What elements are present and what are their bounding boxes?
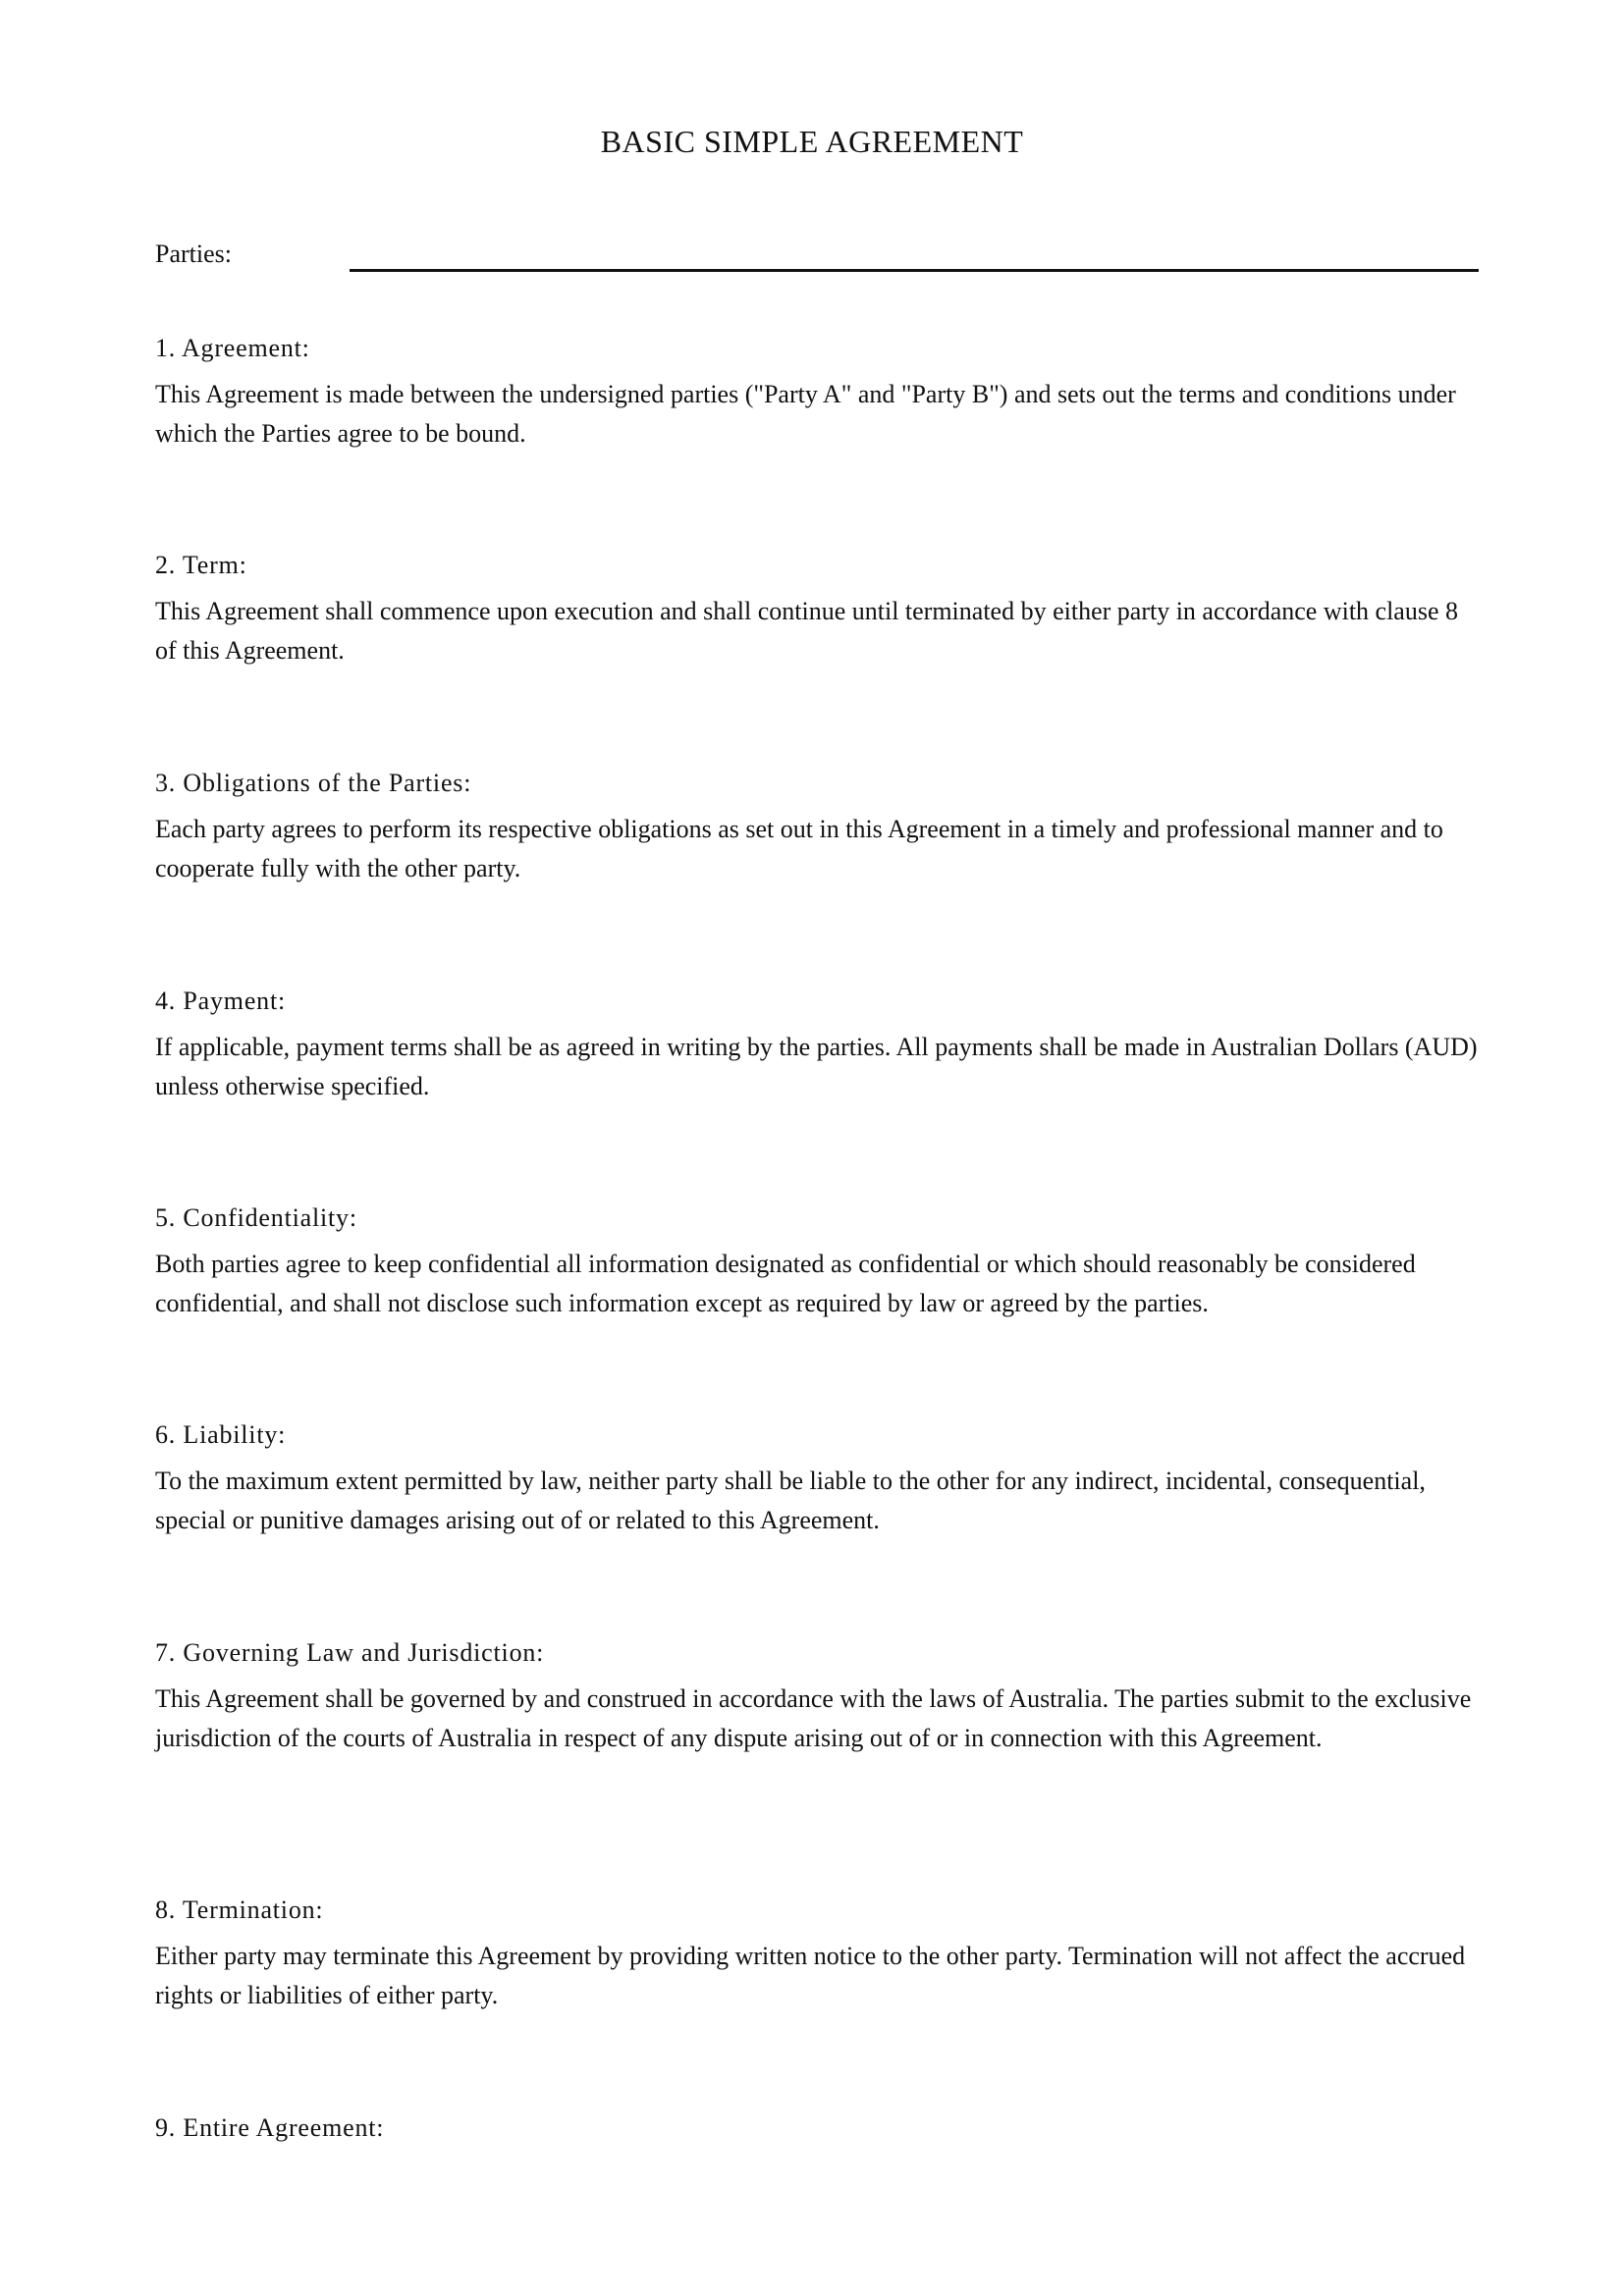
- section-body: Each party agrees to perform its respective obligations as set out in this Agreement in a timely and professional manner and to cooperate fully with the other party.: [155, 815, 1443, 882]
- section-entire-agreement: [155, 2111, 1481, 2145]
- section-term: [155, 549, 1481, 670]
- section-heading: 5. Confidentiality:: [155, 1203, 357, 1232]
- section-body: This Agreement is made between the undersigned parties ("Party A" and "Party B") and sets out the terms and conditions under which the Parties agree to be bound.: [155, 380, 1456, 448]
- section-body: This Agreement shall be governed by and construed in accordance with the laws of Australia. The parties submit to the exclusive jurisdiction of the courts of Australia in respect of any dispute arising out of or in connection with this Agreement.: [155, 1684, 1472, 1752]
- section-heading: 2. Term:: [155, 551, 247, 579]
- section-body: If applicable, payment terms shall be as agreed in writing by the parties. All payments shall be made in Australian Dollars (AUD) unless otherwise specified.: [155, 1033, 1478, 1100]
- parties-signature-line: [350, 269, 1479, 272]
- section-body: To the maximum extent permitted by law, neither party shall be liable to the other for any indirect, incidental, consequential, special or punitive damages arising out of or related to this Agreement.: [155, 1467, 1426, 1534]
- section-payment: [155, 985, 1481, 1106]
- section-body: This Agreement shall commence upon execution and shall continue until terminated by either party in accordance with clause 8 of this Agreement.: [155, 597, 1459, 665]
- section-heading: 4. Payment:: [155, 987, 287, 1015]
- section-heading: 7. Governing Law and Jurisdiction:: [155, 1638, 545, 1667]
- section-heading: 6. Liability:: [155, 1420, 287, 1449]
- section-heading: 8. Termination:: [155, 1896, 324, 1924]
- section-agreement: [155, 332, 1481, 454]
- section-body: Both parties agree to keep confidential all information designated as confidential or which should reasonably be considered confidential, and shall not disclose such information except as required by law or agreed by the parties.: [155, 1250, 1416, 1317]
- section-heading: 3. Obligations of the Parties:: [155, 769, 472, 797]
- section-heading: 9. Entire Agreement:: [155, 2113, 385, 2142]
- document-title: BASIC SIMPLE AGREEMENT: [600, 124, 1024, 159]
- section-heading: 1. Agreement:: [155, 334, 310, 362]
- section-confidentiality: [155, 1201, 1481, 1323]
- section-termination: [155, 1894, 1481, 2015]
- section-obligations: [155, 767, 1481, 888]
- section-governing-law: [155, 1636, 1481, 1758]
- section-body: Either party may terminate this Agreement by providing written notice to the other party. Termination will not affect the accrued rights or liabilities of either party.: [155, 1942, 1466, 2009]
- parties-label: Parties:: [155, 240, 232, 268]
- section-liability: [155, 1418, 1481, 1540]
